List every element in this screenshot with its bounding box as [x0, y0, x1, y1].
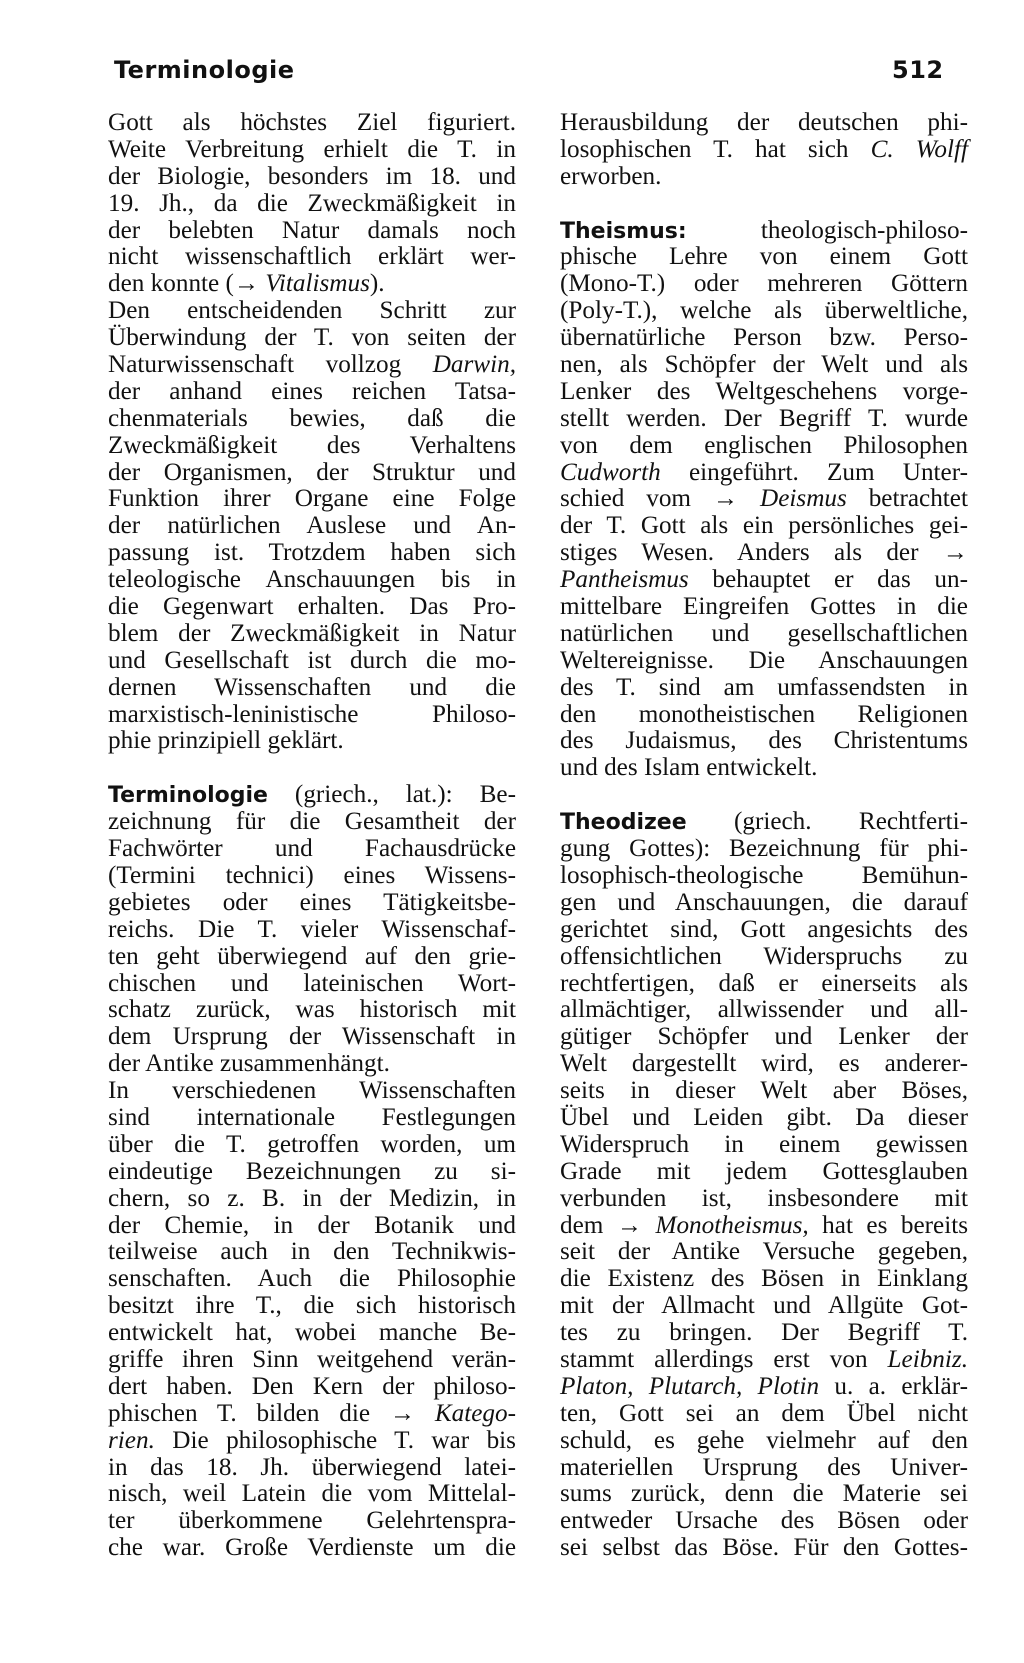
text-line	[560, 164, 968, 191]
text-line	[108, 648, 516, 675]
line-text: allmächtiger, allwissender und all-	[560, 996, 968, 1024]
text-line	[108, 944, 516, 971]
text-line	[560, 702, 968, 729]
line-text: den monotheistischen Religionen	[560, 700, 968, 728]
line-text: teleologische Anschauungen bis in	[108, 566, 516, 594]
entry-separator	[560, 782, 968, 809]
line-text: senschaften. Auch die Philosophie	[108, 1265, 516, 1293]
line-text: (Termini technici) eines Wissens-	[108, 861, 516, 889]
line-text: chischen und lateinischen Wort-	[108, 969, 516, 997]
line-text: Naturwissenschaft vollzog	[108, 351, 433, 379]
line-text: sind internationale Festlegungen	[108, 1103, 516, 1131]
text-line	[560, 1347, 968, 1374]
text-line	[560, 1508, 968, 1535]
line-text: ten geht überwiegend auf den grie-	[108, 942, 516, 970]
line-text: Grade mit jedem Gottesglauben	[560, 1157, 968, 1185]
line-text: ten, Gott sei an dem Übel nicht	[560, 1399, 968, 1427]
line-text: von dem englischen Philosophen	[560, 431, 968, 459]
text-line	[560, 567, 968, 594]
cross-reference: rien.	[108, 1426, 155, 1454]
text-line	[108, 1132, 516, 1159]
line-text: und Gesellschaft ist durch die mo-	[108, 646, 516, 674]
line-text: gütiger Schöpfer und Lenker der	[560, 1023, 968, 1051]
line-text: Zweckmäßigkeit des Verhaltens	[108, 431, 516, 459]
line-text: der Organismen, der Struktur und	[108, 458, 516, 486]
text-line	[560, 1266, 968, 1293]
cross-reference: Pantheismus	[560, 566, 689, 594]
text-line	[560, 1239, 968, 1266]
line-text: chern, so z. B. in der Medizin, in	[108, 1184, 516, 1212]
line-text: gen und Anschauungen, die darauf	[560, 888, 968, 916]
text-line	[560, 675, 968, 702]
line-text: über die T. getroffen worden, um	[108, 1130, 516, 1158]
text-line	[560, 1024, 968, 1051]
line-text: teilweise auch in den Technikwis-	[108, 1238, 516, 1266]
line-text: und des Islam entwickelt.	[560, 754, 818, 782]
line-text: Welt dargestellt wird, es anderer-	[560, 1050, 968, 1078]
entry-headword: Theismus:	[560, 218, 687, 244]
text-line	[108, 352, 516, 379]
line-text: (Mono-T.) oder mehreren Göttern	[560, 270, 968, 298]
text-line	[560, 944, 968, 971]
line-text: In verschiedenen Wissenschaften	[108, 1077, 516, 1105]
line-text: sei selbst das Böse. Für den Gottes-	[560, 1534, 968, 1562]
text-line	[108, 1051, 516, 1078]
line-text: dem →	[560, 1211, 656, 1239]
line-text: des T. sind am umfassendsten in	[560, 673, 968, 701]
text-line	[560, 1535, 968, 1562]
line-text: die Gegenwart erhalten. Das Pro-	[108, 593, 516, 621]
line-text: Übel und Leiden gibt. Da dieser	[560, 1103, 968, 1131]
line-text: 19. Jh., da die Zweckmäßigkeit in	[108, 189, 516, 217]
line-text: phie prinzipiell geklärt.	[108, 727, 344, 755]
cross-reference: Katego-	[434, 1399, 516, 1427]
line-text: mit der Allmacht und Allgüte Got-	[560, 1292, 968, 1320]
line-text: seits in dieser Welt aber Böses,	[560, 1077, 968, 1105]
line-text: dem Ursprung der Wissenschaft in	[108, 1023, 516, 1051]
entry-separator	[108, 755, 516, 782]
text-line	[108, 971, 516, 998]
text-line	[560, 890, 968, 917]
line-text: der anhand eines reichen Tatsa-	[108, 377, 516, 405]
text-line	[560, 621, 968, 648]
text-line	[560, 1428, 968, 1455]
text-line	[560, 137, 968, 164]
cross-reference: Vitalismus	[265, 270, 370, 298]
text-line	[560, 971, 968, 998]
line-text: ).	[369, 270, 385, 298]
text-line	[560, 1051, 968, 1078]
text-line	[108, 325, 516, 352]
text-line	[560, 648, 968, 675]
line-text: verbunden ist, insbesondere mit	[560, 1184, 968, 1212]
line-text: tes zu bringen. Der Begriff T.	[560, 1319, 968, 1347]
cross-reference: C. Wolff	[870, 135, 968, 163]
line-text: losophischen T. hat sich	[560, 135, 871, 163]
text-line	[108, 298, 516, 325]
text-line	[560, 540, 968, 567]
entry-separator	[560, 191, 968, 218]
line-text: Überwindung der T. von seiten der	[108, 324, 516, 352]
text-line	[560, 594, 968, 621]
text-line	[560, 1455, 968, 1482]
text-line	[108, 997, 516, 1024]
line-text: passung ist. Trotzdem haben sich	[108, 539, 516, 567]
text-line	[108, 137, 516, 164]
text-line	[560, 218, 968, 245]
line-text: der Chemie, in der Botanik und	[108, 1211, 516, 1239]
text-line	[560, 244, 968, 271]
text-line	[108, 486, 516, 513]
text-line	[108, 1186, 516, 1213]
text-line	[108, 1239, 516, 1266]
line-text: phische Lehre von einem Gott	[560, 243, 968, 271]
line-text: stammt allerdings erst von	[560, 1345, 888, 1373]
line-text: ter überkommene Gelehrtenspra-	[108, 1507, 516, 1535]
text-line	[560, 271, 968, 298]
line-text: entwickelt hat, wobei manche Be-	[108, 1319, 516, 1347]
line-text: gerichtet sind, Gott angesichts des	[560, 915, 968, 943]
text-line	[108, 244, 516, 271]
text-line	[560, 1159, 968, 1186]
right-column	[560, 110, 968, 1562]
line-text: entweder Ursache des Bösen oder	[560, 1507, 968, 1535]
line-text: gung Gottes): Bezeichnung für phi-	[560, 835, 968, 863]
line-text: der Antike zusammenhängt.	[108, 1050, 390, 1078]
text-line	[560, 1401, 968, 1428]
line-text: losophisch-theologische Bemühun-	[560, 861, 968, 889]
text-line	[560, 997, 968, 1024]
text-line	[108, 1508, 516, 1535]
text-line	[560, 325, 968, 352]
line-text: offensichtlichen Widerspruchs zu	[560, 942, 968, 970]
line-text: (griech. Rechtferti-	[686, 808, 968, 836]
line-text: materiellen Ursprung des Univer-	[560, 1453, 968, 1481]
line-text: der T. Gott als ein persönliches gei-	[560, 512, 968, 540]
line-text: (Poly-T.), welche als überweltliche,	[560, 297, 968, 325]
text-line	[560, 1293, 968, 1320]
line-text: eingeführt. Zum Unter-	[660, 458, 968, 486]
text-line	[560, 460, 968, 487]
line-text: behauptet er das un-	[688, 566, 968, 594]
text-line	[560, 1213, 968, 1240]
line-text: schied vom →	[560, 485, 761, 513]
text-line	[108, 1024, 516, 1051]
line-text: dernen Wissenschaften und die	[108, 673, 516, 701]
text-line	[560, 755, 968, 782]
text-line	[560, 110, 968, 137]
text-line	[108, 594, 516, 621]
line-text: erworben.	[560, 162, 662, 190]
line-text: stiges Wesen. Anders als der →	[560, 539, 968, 567]
line-text: übernatürliche Person bzw. Perso-	[560, 324, 968, 352]
line-text: in das 18. Jh. überwiegend latei-	[108, 1453, 516, 1481]
text-line	[108, 917, 516, 944]
line-text: seit der Antike Versuche gegeben,	[560, 1238, 968, 1266]
text-line	[108, 1078, 516, 1105]
text-line	[108, 621, 516, 648]
text-line	[560, 917, 968, 944]
line-text: der Biologie, besonders im 18. und	[108, 162, 516, 190]
line-text: phischen T. bilden die →	[108, 1399, 435, 1427]
line-text: sums zurück, denn die Materie sei	[560, 1480, 968, 1508]
text-line	[108, 1428, 516, 1455]
text-line	[108, 809, 516, 836]
text-line	[560, 406, 968, 433]
line-text: eindeutige Bezeichnungen zu si-	[108, 1157, 516, 1185]
text-line	[108, 271, 516, 298]
text-line	[560, 728, 968, 755]
page-number: 512	[892, 56, 944, 84]
line-text: Die philosophische T. war bis	[154, 1426, 516, 1454]
text-line	[560, 486, 968, 513]
text-line	[108, 1320, 516, 1347]
line-text: che war. Große Verdienste um die	[108, 1534, 516, 1562]
line-text: Herausbildung der deutschen phi-	[560, 109, 968, 136]
text-line	[108, 379, 516, 406]
line-text: Den entscheidenden Schritt zur	[108, 297, 516, 325]
left-column	[108, 110, 516, 1562]
text-line	[108, 218, 516, 245]
line-text: dert haben. Den Kern der philoso-	[108, 1372, 516, 1400]
line-text: Funktion ihrer Organe eine Folge	[108, 485, 516, 513]
line-text: (griech., lat.): Be-	[267, 781, 516, 809]
entry-headword: Terminologie	[108, 783, 268, 809]
line-text: den konnte (→	[108, 270, 266, 298]
text-line	[108, 863, 516, 890]
line-text: gebietes oder eines Tätigkeitsbe-	[108, 888, 516, 916]
line-text: nisch, weil Latein die vom Mittelal-	[108, 1480, 516, 1508]
line-text: besitzt ihre T., die sich historisch	[108, 1292, 516, 1320]
text-line	[560, 1105, 968, 1132]
cross-reference: Leibniz.	[887, 1345, 968, 1373]
text-line	[560, 1481, 968, 1508]
text-line	[108, 1374, 516, 1401]
line-text: der belebten Natur damals noch	[108, 216, 516, 244]
text-line	[560, 352, 968, 379]
cross-reference: Platon, Plutarch, Plotin	[560, 1372, 820, 1400]
text-line	[108, 1535, 516, 1562]
line-text: Lenker des Weltgeschehens vorge-	[560, 377, 968, 405]
line-text: theologisch-philoso-	[686, 216, 968, 244]
line-text: hat es bereits	[808, 1211, 968, 1239]
line-text: stellt werden. Der Begriff T. wurde	[560, 404, 968, 432]
text-line	[108, 513, 516, 540]
line-text: blem der Zweckmäßigkeit in Natur	[108, 619, 516, 647]
text-line	[560, 379, 968, 406]
cross-reference: Deismus	[760, 485, 847, 513]
line-text: mittelbare Eingreifen Gottes in die	[560, 593, 968, 621]
text-line	[108, 836, 516, 863]
line-text: chenmaterials bewies, daß die	[108, 404, 516, 432]
line-text: reichs. Die T. vieler Wissenschaf-	[108, 915, 516, 943]
line-text: u. a. erklär-	[819, 1372, 968, 1400]
text-line	[108, 1159, 516, 1186]
line-text: Weite Verbreitung erhielt die T. in	[108, 135, 516, 163]
text-line	[560, 298, 968, 325]
text-line	[108, 1213, 516, 1240]
text-line	[108, 1266, 516, 1293]
text-line	[108, 1105, 516, 1132]
line-text: natürlichen und gesellschaftlichen	[560, 619, 968, 647]
text-line	[108, 1347, 516, 1374]
cross-reference: Monotheismus,	[655, 1211, 809, 1239]
text-line	[108, 406, 516, 433]
line-text: schuld, es gehe vielmehr auf den	[560, 1426, 968, 1454]
text-line	[108, 702, 516, 729]
text-line	[108, 433, 516, 460]
text-line	[560, 809, 968, 836]
line-text: des Judaismus, des Christentums	[560, 727, 968, 755]
entry-headword: Theodizee	[560, 810, 687, 836]
line-text: rechtfertigen, daß er einerseits als	[560, 969, 968, 997]
running-head-title: Terminologie	[114, 56, 295, 84]
cross-reference: Darwin,	[432, 351, 516, 379]
line-text: schatz zurück, was historisch mit	[108, 996, 516, 1024]
text-line	[560, 513, 968, 540]
text-line	[108, 191, 516, 218]
line-text: marxistisch-leninistische Philoso-	[108, 700, 516, 728]
text-line	[108, 460, 516, 487]
line-text: Weltereignisse. Die Anschauungen	[560, 646, 968, 674]
text-line	[560, 1186, 968, 1213]
text-line	[108, 1481, 516, 1508]
text-line	[108, 164, 516, 191]
line-text: zeichnung für die Gesamtheit der	[108, 808, 516, 836]
text-line	[108, 675, 516, 702]
text-line	[560, 836, 968, 863]
text-line	[108, 890, 516, 917]
line-text: betrachtet	[846, 485, 968, 513]
text-line	[108, 567, 516, 594]
cross-reference: Cudworth	[560, 458, 661, 486]
text-line	[560, 863, 968, 890]
text-line	[560, 1132, 968, 1159]
line-text: griffe ihren Sinn weitgehend verän-	[108, 1345, 516, 1373]
line-text: die Existenz des Bösen in Einklang	[560, 1265, 968, 1293]
line-text: der natürlichen Auslese und An-	[108, 512, 516, 540]
line-text: Widerspruch in einem gewissen	[560, 1130, 968, 1158]
text-line	[108, 728, 516, 755]
line-text: nicht wissenschaftlich erklärt wer-	[108, 243, 516, 271]
text-line	[108, 1455, 516, 1482]
text-line	[108, 540, 516, 567]
text-line	[108, 110, 516, 137]
line-text: Gott als höchstes Ziel figuriert.	[108, 109, 516, 136]
text-line	[560, 1374, 968, 1401]
text-line	[560, 1078, 968, 1105]
text-line	[108, 782, 516, 809]
text-line	[560, 433, 968, 460]
line-text: Fachwörter und Fachausdrücke	[108, 835, 516, 863]
text-line	[560, 1320, 968, 1347]
line-text: nen, als Schöpfer der Welt und als	[560, 351, 968, 379]
text-line	[108, 1293, 516, 1320]
text-line	[108, 1401, 516, 1428]
